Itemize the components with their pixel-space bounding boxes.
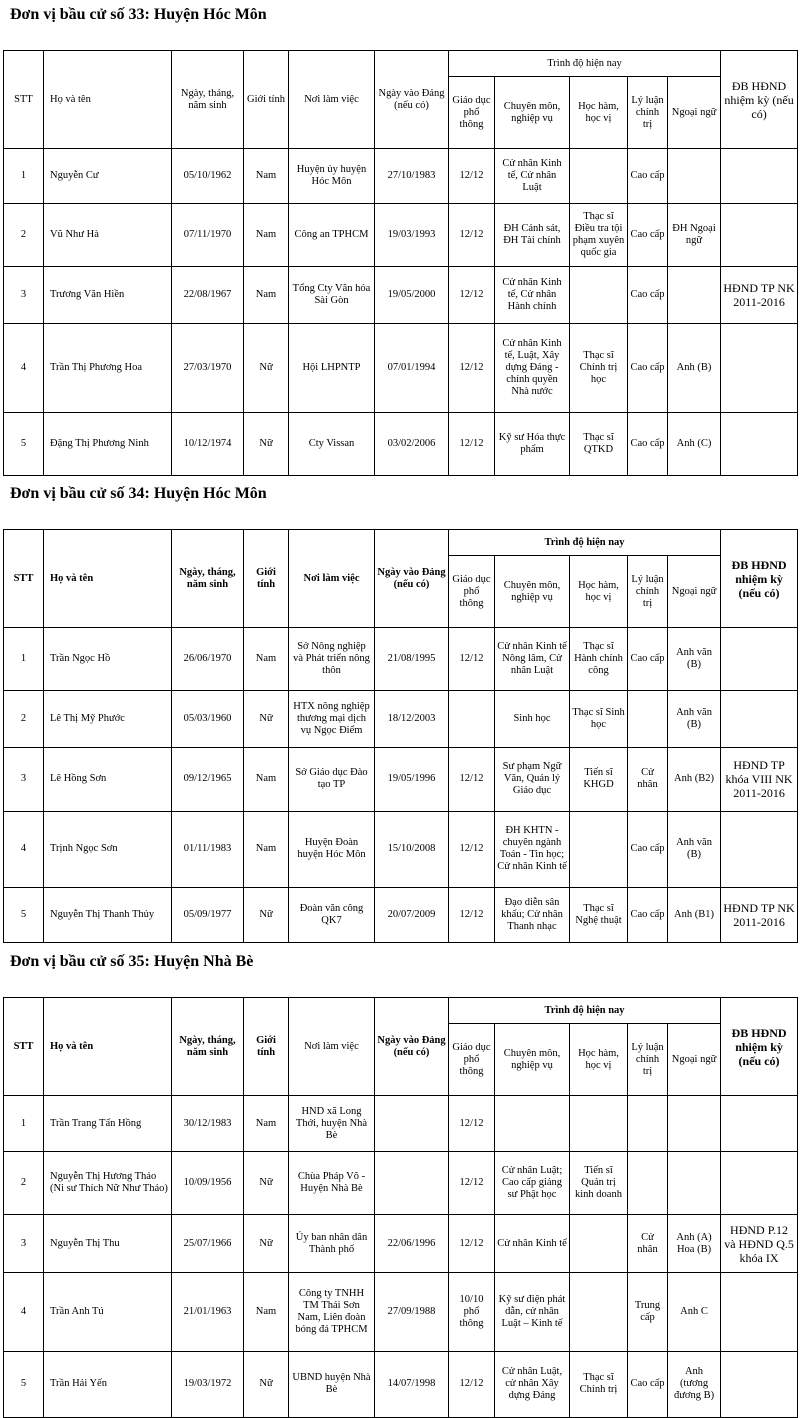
cell-dob: 05/09/1977 (172, 887, 244, 942)
cell-specialty: Cử nhân Luật; Cao cấp giảng sư Phật học (495, 1151, 570, 1214)
cell-party: 20/07/2009 (375, 887, 449, 942)
candidates-table (3, 997, 798, 1418)
cell-specialty: Cử nhân Kinh tế, Cử nhân Luật (495, 149, 570, 204)
table-row (4, 811, 798, 887)
header-gender: Giới tính (244, 51, 289, 149)
cell-name: Nguyễn Thị Hương Thảo (Ni sư Thích Nữ Như Thảo) (44, 1151, 172, 1214)
cell-party: 27/09/1988 (375, 1273, 449, 1351)
cell-language (668, 1096, 721, 1151)
cell-dob: 25/07/1966 (172, 1215, 244, 1273)
cell-stt: 3 (4, 267, 44, 323)
cell-language: Anh (tương đương B) (668, 1351, 721, 1417)
table-row (4, 1215, 798, 1273)
cell-degree (570, 149, 628, 204)
cell-delegate (721, 1351, 798, 1417)
cell-name: Vũ Như Hà (44, 204, 172, 267)
cell-dob: 27/03/1970 (172, 323, 244, 412)
cell-stt: 5 (4, 1351, 44, 1417)
cell-politics: Cao cấp (628, 267, 668, 323)
header-general: Giáo dục phổ thông (449, 1024, 495, 1096)
cell-dob: 26/06/1970 (172, 628, 244, 691)
cell-gender: Nam (244, 747, 289, 811)
cell-general: 12/12 (449, 887, 495, 942)
cell-workplace: Hội LHPNTP (289, 323, 375, 412)
cell-workplace: Công ty TNHH TM Thái Sơn Nam, Liên đoàn bóng đá TPHCM (289, 1273, 375, 1351)
cell-stt: 4 (4, 1273, 44, 1351)
header-general: Giáo dục phổ thông (449, 77, 495, 149)
cell-delegate (721, 1096, 798, 1151)
header-group: Trình độ hiện nay (449, 51, 721, 77)
header-name: Họ và tên (44, 998, 172, 1096)
header-stt: STT (4, 530, 44, 628)
table-row (4, 412, 798, 475)
cell-politics: Cử nhân (628, 747, 668, 811)
cell-language: Anh văn (B) (668, 811, 721, 887)
header-specialty: Chuyên môn, nghiệp vụ (495, 1024, 570, 1096)
cell-dob: 10/09/1956 (172, 1151, 244, 1214)
header-specialty: Chuyên môn, nghiệp vụ (495, 77, 570, 149)
cell-politics: Cao cấp (628, 1351, 668, 1417)
cell-delegate (721, 323, 798, 412)
cell-general: 12/12 (449, 149, 495, 204)
section-title: Đơn vị bầu cử số 33: Huyện Hóc Môn (10, 6, 267, 23)
table-row (4, 1351, 798, 1417)
table-row (4, 1096, 798, 1151)
cell-politics: Cử nhân (628, 1215, 668, 1273)
cell-stt: 1 (4, 1096, 44, 1151)
cell-general: 12/12 (449, 1151, 495, 1214)
table-row (4, 323, 798, 412)
cell-language: Anh (B) (668, 323, 721, 412)
table-row (4, 691, 798, 747)
cell-name: Trương Văn Hiền (44, 267, 172, 323)
cell-language: Anh C (668, 1273, 721, 1351)
header-row (4, 998, 798, 1024)
header-language: Ngoại ngữ (668, 556, 721, 628)
cell-delegate (721, 628, 798, 691)
cell-specialty (495, 1096, 570, 1151)
cell-delegate (721, 1273, 798, 1351)
header-stt: STT (4, 998, 44, 1096)
cell-specialty: Cử nhân Kinh tế (495, 1215, 570, 1273)
cell-name: Trần Ngọc Hồ (44, 628, 172, 691)
cell-degree: Tiến sĩ KHGD (570, 747, 628, 811)
header-general: Giáo dục phổ thông (449, 556, 495, 628)
header-degree: Học hàm, học vị (570, 1024, 628, 1096)
cell-stt: 3 (4, 747, 44, 811)
cell-party: 22/06/1996 (375, 1215, 449, 1273)
cell-name: Lê Thị Mỹ Phước (44, 691, 172, 747)
cell-politics: Cao cấp (628, 887, 668, 942)
cell-politics (628, 1151, 668, 1214)
cell-politics (628, 691, 668, 747)
cell-general: 12/12 (449, 811, 495, 887)
cell-degree (570, 1273, 628, 1351)
table-row (4, 1273, 798, 1351)
cell-party: 18/12/2003 (375, 691, 449, 747)
cell-degree: Thạc sĩ Chính trị học (570, 323, 628, 412)
cell-general: 12/12 (449, 628, 495, 691)
table-row (4, 1151, 798, 1214)
cell-delegate (721, 691, 798, 747)
cell-workplace: Huyện Đoàn huyện Hóc Môn (289, 811, 375, 887)
header-group: Trình độ hiện nay (449, 530, 721, 556)
cell-degree (570, 1215, 628, 1273)
cell-workplace: Đoàn văn công QK7 (289, 887, 375, 942)
candidates-table (3, 50, 798, 476)
cell-party: 19/05/1996 (375, 747, 449, 811)
cell-politics: Trung cấp (628, 1273, 668, 1351)
header-party: Ngày vào Đảng (nếu có) (375, 530, 449, 628)
header-name: Họ và tên (44, 51, 172, 149)
cell-delegate: HĐND P.12 và HĐND Q.5 khóa IX (721, 1215, 798, 1273)
table-row (4, 628, 798, 691)
cell-workplace: Chùa Pháp Võ - Huyện Nhà Bè (289, 1151, 375, 1214)
cell-general: 12/12 (449, 412, 495, 475)
cell-gender: Nữ (244, 1215, 289, 1273)
cell-specialty: Sư phạm Ngữ Văn, Quản lý Giáo dục (495, 747, 570, 811)
cell-general: 12/12 (449, 1096, 495, 1151)
cell-specialty: Cử nhân Kinh tế, Cử nhân Hành chính (495, 267, 570, 323)
header-politics: Lý luận chính trị (628, 556, 668, 628)
cell-delegate (721, 149, 798, 204)
cell-general: 12/12 (449, 1351, 495, 1417)
cell-degree (570, 267, 628, 323)
cell-dob: 05/03/1960 (172, 691, 244, 747)
header-row (4, 530, 798, 556)
cell-language: Anh văn (B) (668, 628, 721, 691)
cell-name: Trịnh Ngọc Sơn (44, 811, 172, 887)
cell-gender: Nam (244, 1273, 289, 1351)
header-degree: Học hàm, học vị (570, 77, 628, 149)
cell-politics: Cao cấp (628, 204, 668, 267)
cell-degree (570, 811, 628, 887)
cell-party: 15/10/2008 (375, 811, 449, 887)
cell-dob: 19/03/1972 (172, 1351, 244, 1417)
cell-degree: Thạc sĩ QTKD (570, 412, 628, 475)
header-dob: Ngày, tháng, năm sinh (172, 530, 244, 628)
cell-politics: Cao cấp (628, 412, 668, 475)
cell-delegate (721, 1151, 798, 1214)
cell-party: 19/05/2000 (375, 267, 449, 323)
cell-gender: Nam (244, 204, 289, 267)
cell-politics: Cao cấp (628, 811, 668, 887)
cell-gender: Nam (244, 267, 289, 323)
cell-politics: Cao cấp (628, 323, 668, 412)
cell-language: Anh (B1) (668, 887, 721, 942)
cell-politics (628, 1096, 668, 1151)
cell-degree: Thạc sĩ Hành chính công (570, 628, 628, 691)
cell-name: Trần Anh Tú (44, 1273, 172, 1351)
cell-gender: Nam (244, 1096, 289, 1151)
cell-stt: 2 (4, 1151, 44, 1214)
header-workplace: Nơi làm việc (289, 51, 375, 149)
cell-name: Nguyễn Thị Thanh Thủy (44, 887, 172, 942)
header-dob: Ngày, tháng, năm sinh (172, 998, 244, 1096)
cell-dob: 07/11/1970 (172, 204, 244, 267)
cell-workplace: Huyện ủy huyện Hóc Môn (289, 149, 375, 204)
cell-dob: 30/12/1983 (172, 1096, 244, 1151)
cell-workplace: Tổng Cty Văn hóa Sài Gòn (289, 267, 375, 323)
cell-general (449, 691, 495, 747)
cell-degree: Thạc sĩ Nghệ thuật (570, 887, 628, 942)
cell-workplace: UBND huyện Nhà Bè (289, 1351, 375, 1417)
cell-stt: 1 (4, 628, 44, 691)
cell-gender: Nữ (244, 412, 289, 475)
cell-workplace: HND xã Long Thới, huyện Nhà Bè (289, 1096, 375, 1151)
cell-specialty: Kỹ sư Hóa thực phẩm (495, 412, 570, 475)
cell-party: 14/07/1998 (375, 1351, 449, 1417)
cell-degree: Tiến sĩ Quản trị kinh doanh (570, 1151, 628, 1214)
table-row (4, 267, 798, 323)
section-title: Đơn vị bầu cử số 35: Huyện Nhà Bè (10, 953, 254, 970)
cell-dob: 21/01/1963 (172, 1273, 244, 1351)
cell-workplace: Ủy ban nhân dân Thành phố (289, 1215, 375, 1273)
cell-general: 12/12 (449, 323, 495, 412)
cell-workplace: HTX nông nghiệp thương mại dịch vụ Ngọc Điểm (289, 691, 375, 747)
header-specialty: Chuyên môn, nghiệp vụ (495, 556, 570, 628)
cell-politics: Cao cấp (628, 149, 668, 204)
cell-specialty: Kỹ sư điện phát dẫn, cử nhân Luật – Kinh tế (495, 1273, 570, 1351)
cell-language: Anh (C) (668, 412, 721, 475)
header-gender: Giới tính (244, 998, 289, 1096)
cell-language (668, 149, 721, 204)
cell-delegate: HĐND TP NK 2011-2016 (721, 887, 798, 942)
cell-general: 12/12 (449, 1215, 495, 1273)
cell-delegate (721, 204, 798, 267)
header-language: Ngoại ngữ (668, 77, 721, 149)
cell-name: Trần Trang Tấn Hồng (44, 1096, 172, 1151)
cell-stt: 1 (4, 149, 44, 204)
cell-degree: Thạc sĩ Điều tra tội phạm xuyên quốc gia (570, 204, 628, 267)
header-delegate: ĐB HĐND nhiệm kỳ (nếu có) (721, 530, 798, 628)
cell-delegate (721, 412, 798, 475)
cell-party (375, 1151, 449, 1214)
cell-workplace: Công an TPHCM (289, 204, 375, 267)
cell-stt: 2 (4, 691, 44, 747)
cell-party (375, 1096, 449, 1151)
cell-party: 07/01/1994 (375, 323, 449, 412)
cell-stt: 5 (4, 412, 44, 475)
cell-name: Lê Hồng Sơn (44, 747, 172, 811)
header-gender: Giới tính (244, 530, 289, 628)
header-name: Họ và tên (44, 530, 172, 628)
cell-degree (570, 1096, 628, 1151)
header-delegate: ĐB HĐND nhiệm kỳ (nếu có) (721, 998, 798, 1096)
cell-general: 12/12 (449, 267, 495, 323)
cell-workplace: Cty Vissan (289, 412, 375, 475)
cell-gender: Nam (244, 811, 289, 887)
cell-delegate: HĐND TP khóa VIII NK 2011-2016 (721, 747, 798, 811)
cell-general: 12/12 (449, 747, 495, 811)
cell-specialty: Cử nhân Kinh tế Nông lâm, Cử nhân Luật (495, 628, 570, 691)
header-workplace: Nơi làm việc (289, 998, 375, 1096)
cell-gender: Nam (244, 628, 289, 691)
table-row (4, 887, 798, 942)
cell-specialty: Cử nhân Luật, cử nhân Xây dựng Đảng (495, 1351, 570, 1417)
header-politics: Lý luận chính trị (628, 77, 668, 149)
cell-stt: 4 (4, 811, 44, 887)
header-politics: Lý luận chính trị (628, 1024, 668, 1096)
cell-specialty: ĐH Cảnh sát, ĐH Tài chính (495, 204, 570, 267)
cell-stt: 5 (4, 887, 44, 942)
cell-name: Đặng Thị Phương Ninh (44, 412, 172, 475)
cell-language: Anh (B2) (668, 747, 721, 811)
cell-gender: Nam (244, 149, 289, 204)
header-degree: Học hàm, học vị (570, 556, 628, 628)
cell-general: 12/12 (449, 204, 495, 267)
header-language: Ngoại ngữ (668, 1024, 721, 1096)
cell-gender: Nữ (244, 1151, 289, 1214)
cell-dob: 09/12/1965 (172, 747, 244, 811)
cell-dob: 10/12/1974 (172, 412, 244, 475)
cell-stt: 2 (4, 204, 44, 267)
cell-specialty: Cử nhân Kinh tế, Luật, Xây dựng Đảng - chính quyền Nhà nước (495, 323, 570, 412)
cell-name: Nguyễn Cư (44, 149, 172, 204)
cell-specialty: Sinh học (495, 691, 570, 747)
cell-name: Trần Hải Yến (44, 1351, 172, 1417)
cell-stt: 3 (4, 1215, 44, 1273)
cell-dob: 01/11/1983 (172, 811, 244, 887)
cell-dob: 05/10/1962 (172, 149, 244, 204)
table-row (4, 204, 798, 267)
cell-degree: Thạc sĩ Chính trị (570, 1351, 628, 1417)
header-delegate: ĐB HĐND nhiệm kỳ (nếu có) (721, 51, 798, 149)
candidates-table (3, 529, 798, 943)
cell-party: 21/08/1995 (375, 628, 449, 691)
header-party: Ngày vào Đảng (nếu có) (375, 51, 449, 149)
cell-party: 03/02/2006 (375, 412, 449, 475)
cell-specialty: Đạo diễn sân khấu; Cử nhân Thanh nhạc (495, 887, 570, 942)
cell-general: 10/10 phổ thông (449, 1273, 495, 1351)
cell-language (668, 1151, 721, 1214)
cell-workplace: Sở Nông nghiệp và Phát triển nông thôn (289, 628, 375, 691)
cell-language: ĐH Ngoại ngữ (668, 204, 721, 267)
cell-stt: 4 (4, 323, 44, 412)
cell-dob: 22/08/1967 (172, 267, 244, 323)
cell-language: Anh văn (B) (668, 691, 721, 747)
cell-party: 19/03/1993 (375, 204, 449, 267)
cell-specialty: ĐH KHTN - chuyên ngành Toán - Tin học; Cử nhân Kinh tế (495, 811, 570, 887)
header-dob: Ngày, tháng, năm sinh (172, 51, 244, 149)
section-title: Đơn vị bầu cử số 34: Huyện Hóc Môn (10, 485, 267, 502)
cell-delegate (721, 811, 798, 887)
table-row (4, 747, 798, 811)
cell-name: Trần Thị Phương Hoa (44, 323, 172, 412)
cell-gender: Nữ (244, 1351, 289, 1417)
cell-delegate: HĐND TP NK 2011-2016 (721, 267, 798, 323)
header-row (4, 51, 798, 77)
cell-gender: Nữ (244, 887, 289, 942)
cell-gender: Nữ (244, 691, 289, 747)
header-group: Trình độ hiện nay (449, 998, 721, 1024)
table-row (4, 149, 798, 204)
cell-language: Anh (A) Hoa (B) (668, 1215, 721, 1273)
cell-degree: Thạc sĩ Sinh học (570, 691, 628, 747)
header-party: Ngày vào Đảng (nếu có) (375, 998, 449, 1096)
cell-language (668, 267, 721, 323)
cell-name: Nguyễn Thị Thu (44, 1215, 172, 1273)
header-workplace: Nơi làm việc (289, 530, 375, 628)
cell-gender: Nữ (244, 323, 289, 412)
header-stt: STT (4, 51, 44, 149)
cell-workplace: Sở Giáo dục Đào tạo TP (289, 747, 375, 811)
cell-party: 27/10/1983 (375, 149, 449, 204)
cell-politics: Cao cấp (628, 628, 668, 691)
